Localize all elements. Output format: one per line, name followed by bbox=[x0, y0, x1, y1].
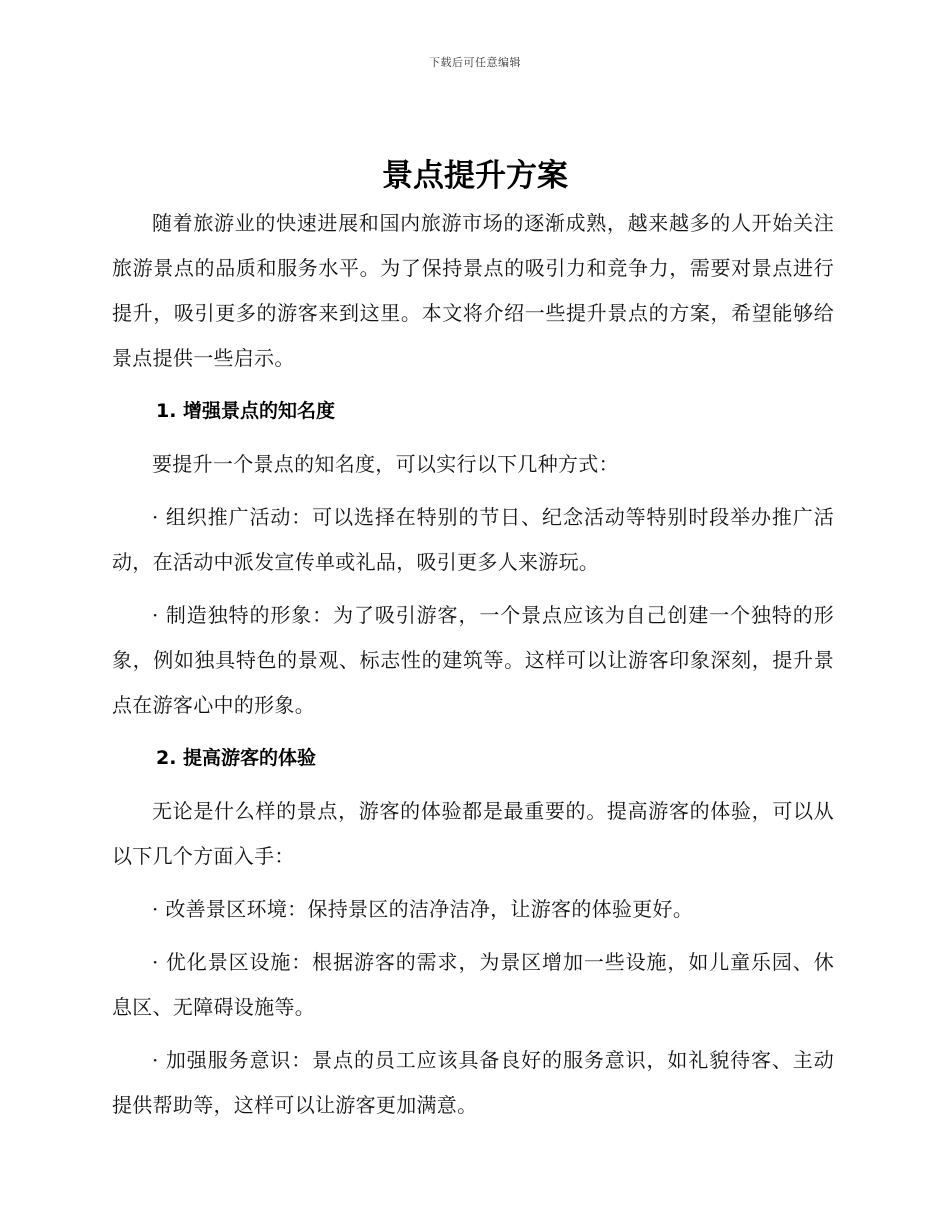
intro-paragraph: 随着旅游业的快速进展和国内旅游市场的逐渐成熟，越来越多的人开始关注旅游景点的品质和服务水平。为了保持景点的吸引力和竞争力，需要对景点进行提升，吸引更多的游客来到这里。本文将介绍一些提升景点的方案，希望能够给景点提供一些启示。 bbox=[112, 211, 834, 370]
section-heading-1: 1. 增强景点的知名度 bbox=[156, 400, 336, 422]
section-1-bullet-2: · 制造独特的形象：为了吸引游客，一个景点应该为自己创建一个独特的形象，例如独具特色的景观、标志性的建筑等。这样可以让游客印象深刻，提升景点在游客心中的形象。 bbox=[112, 603, 834, 717]
section-2-bullet-2: · 优化景区设施：根据游客的需求，为景区增加一些设施，如儿童乐园、休息区、无障碍设施等。 bbox=[112, 950, 834, 1019]
document-title: 景点提升方案 bbox=[382, 158, 568, 194]
section-1-lead: 要提升一个景点的知名度，可以实行以下几种方式： bbox=[152, 452, 619, 476]
section-2-bullet-3: · 加强服务意识：景点的员工应该具备良好的服务意识，如礼貌待客、主动提供帮助等，这样可以让游客更加满意。 bbox=[112, 1048, 834, 1117]
section-heading-2: 2. 提高游客的体验 bbox=[156, 747, 317, 769]
section-2-bullet-1: · 改善景区环境：保持景区的洁净洁净，让游客的体验更好。 bbox=[152, 897, 694, 921]
section-2-lead: 无论是什么样的景点，游客的体验都是最重要的。提高游客的体验，可以从以下几个方面入手： bbox=[112, 799, 834, 868]
header-note: 下载后可任意编辑 bbox=[429, 56, 521, 69]
section-1-bullet-1: · 组织推广活动：可以选择在特别的节日、纪念活动等特别时段举办推广活动，在活动中派发宣传单或礼品，吸引更多人来游玩。 bbox=[112, 505, 834, 574]
document-body bbox=[112, 201, 834, 1128]
